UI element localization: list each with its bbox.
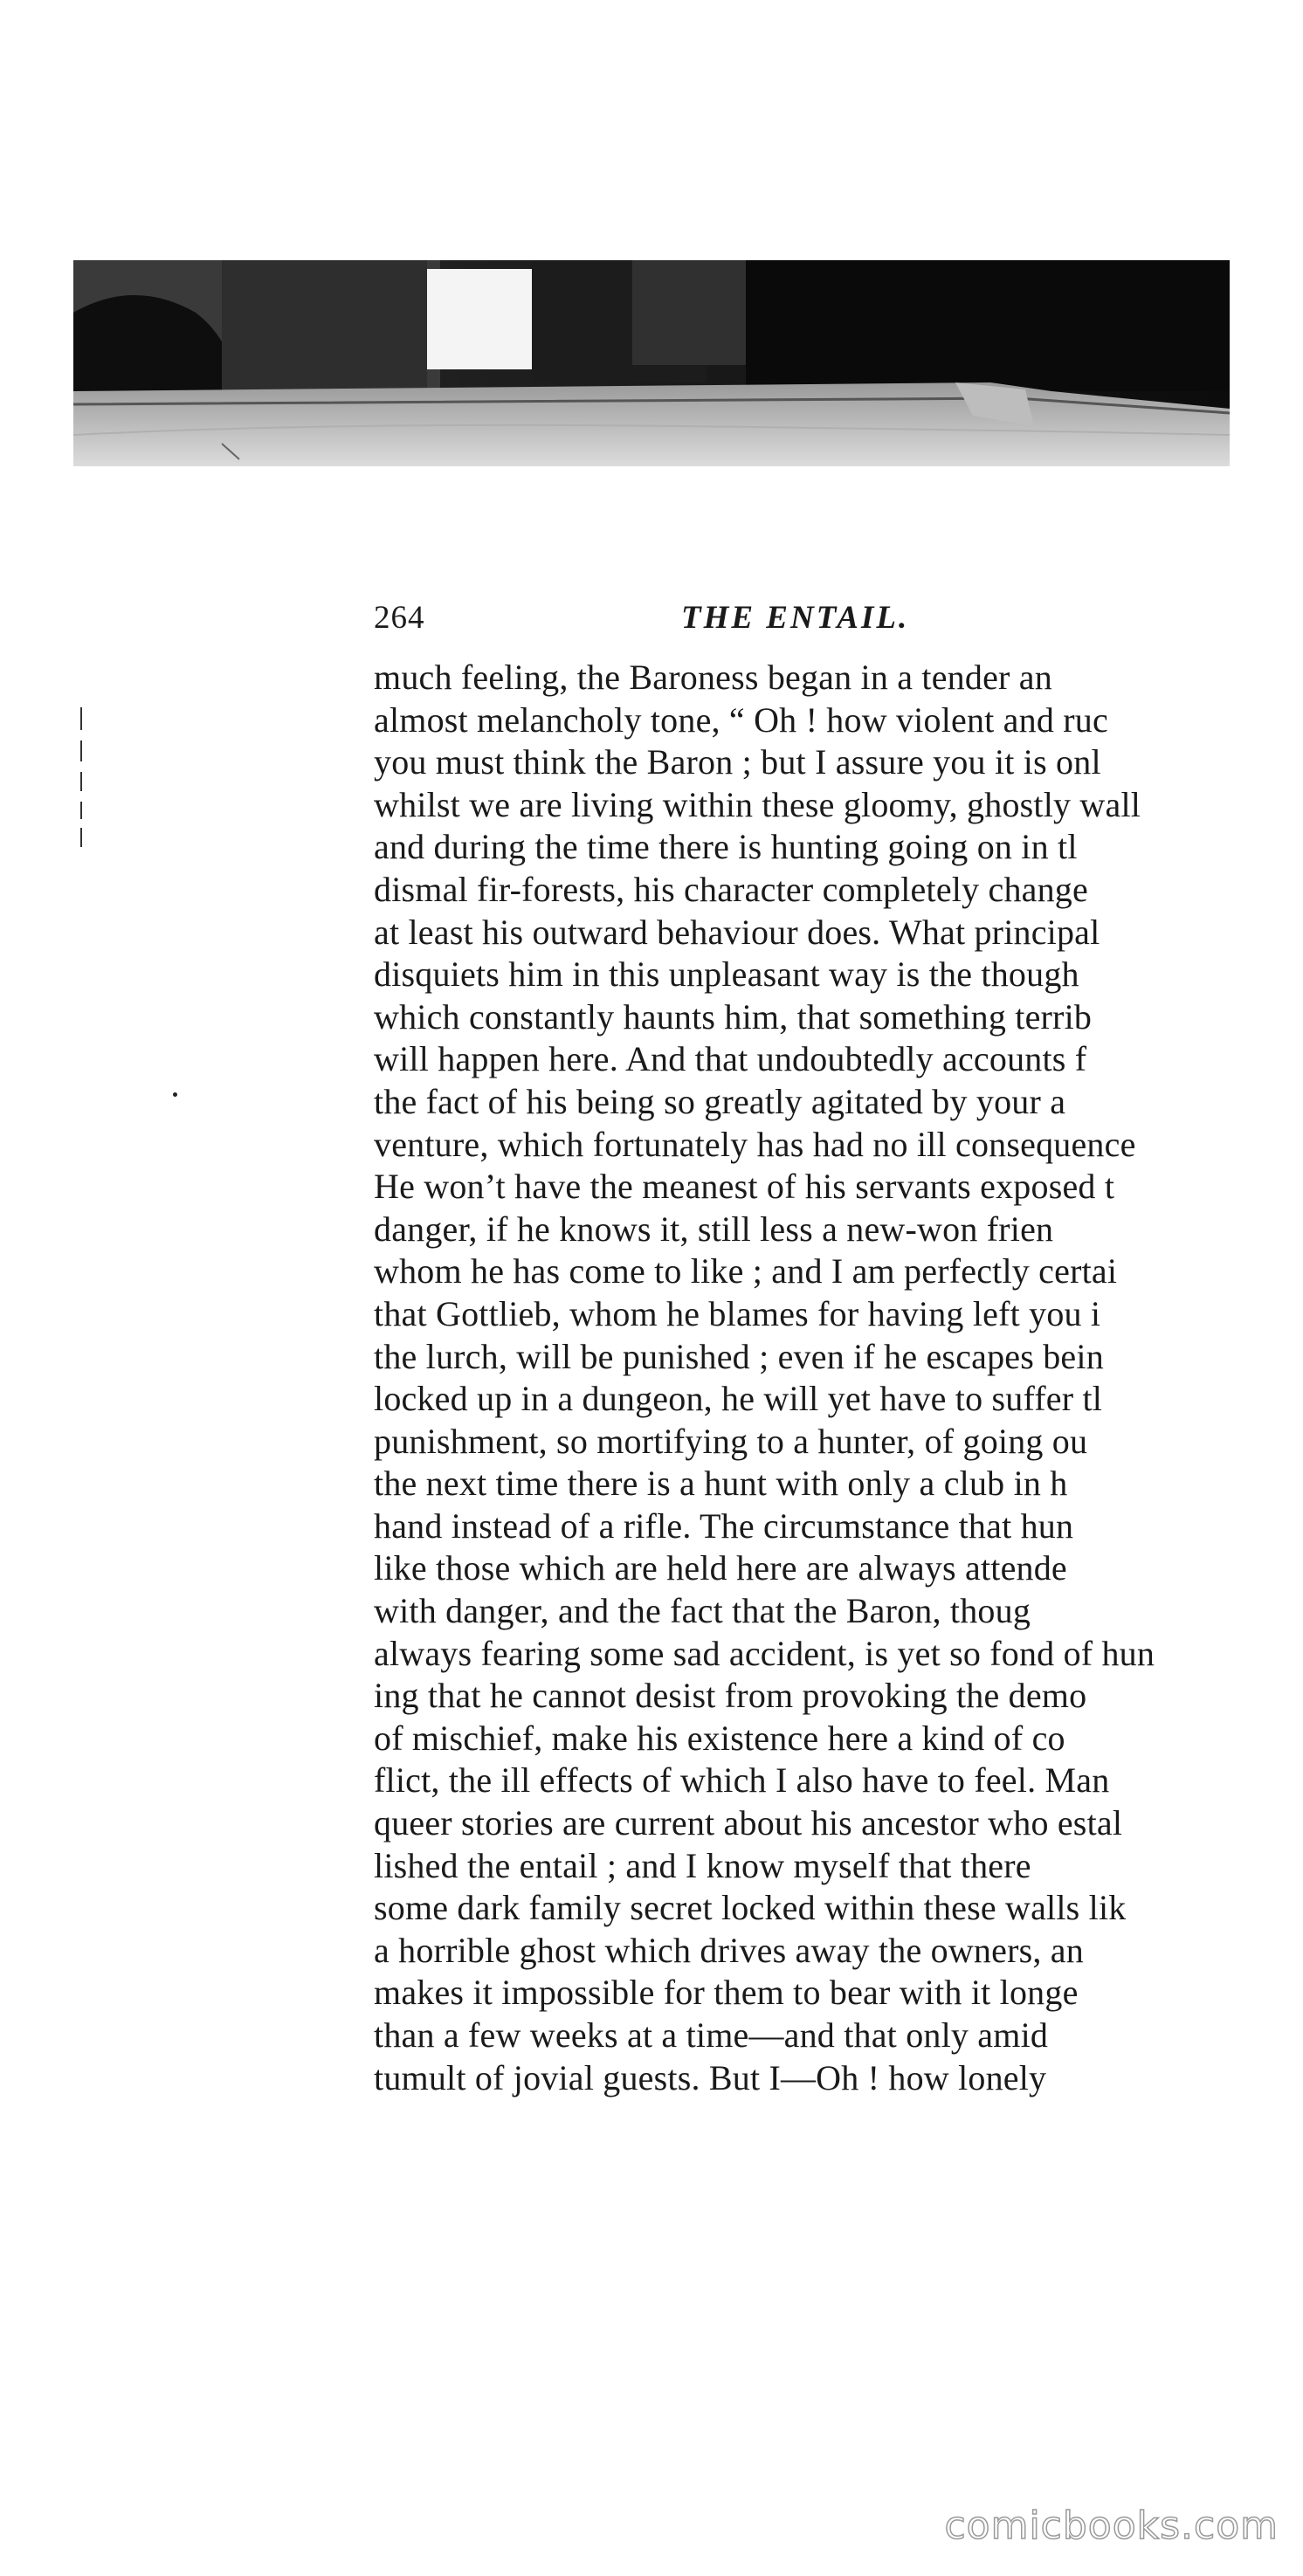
text-line: than a few weeks at a time—and that only amid	[374, 2015, 1049, 2055]
text-line: tumult of jovial guests. But I—Oh ! how lonely	[374, 2057, 1047, 2097]
text-line: like those which are held here are always attende	[374, 1548, 1067, 1588]
stray-ink-dot	[173, 1092, 177, 1097]
text-line: with danger, and the fact that the Baron, thoug	[374, 1591, 1031, 1631]
running-head: THE ENTAIL.	[681, 600, 910, 636]
scanned-photo-band	[73, 260, 1230, 466]
text-line: disquiets him in this unpleasant way is the though	[374, 954, 1079, 995]
text-line: the lurch, will be punished ; even if he escapes bein	[374, 1336, 1104, 1376]
text-line: always fearing some sad accident, is yet so fond of hun	[374, 1633, 1155, 1673]
text-line: queer stories are current about his ancestor who estal	[374, 1803, 1123, 1843]
text-line: locked up in a dungeon, he will yet have to suffer tl	[374, 1379, 1103, 1419]
text-line: lished the entail ; and I know myself that there	[374, 1845, 1031, 1885]
text-line: dismal fir-forests, his character completely change	[374, 869, 1088, 909]
text-line: punishment, so mortifying to a hunter, of going ou	[374, 1421, 1088, 1461]
text-line: that Gottlieb, whom he blames for having left you i	[374, 1293, 1101, 1333]
page-number: 264	[374, 600, 425, 636]
text-line: a horrible ghost which drives away the owners, an	[374, 1930, 1084, 1970]
body-text	[374, 657, 1247, 2141]
text-line: at least his outward behaviour does. What principal	[374, 912, 1100, 952]
watermark: comicbooks.com	[944, 2504, 1279, 2548]
text-line: much feeling, the Baroness began in a tender an	[374, 658, 1052, 697]
text-line: the fact of his being so greatly agitated by your a	[374, 1081, 1066, 1121]
text-line: makes it impossible for them to bear with it longe	[374, 1973, 1079, 2013]
text-line: and during the time there is hunting going on in tl	[374, 827, 1078, 867]
text-line: you must think the Baron ; but I assure you it is onl	[374, 742, 1101, 782]
text-line: the next time there is a hunt with only a club in h	[374, 1464, 1068, 1504]
margin-marks	[77, 707, 86, 856]
text-line: whilst we are living within these gloomy, ghostly wall	[374, 784, 1141, 824]
text-line: danger, if he knows it, still less a new-won frien	[374, 1209, 1054, 1249]
text-line: some dark family secret locked within these walls lik	[374, 1888, 1127, 1928]
text-line: will happen here. And that undoubtedly accounts f	[374, 1039, 1087, 1079]
text-line: ing that he cannot desist from provoking the demo	[374, 1676, 1087, 1716]
page-header	[374, 590, 1230, 643]
text-line: flict, the ill effects of which I also have to feel. Man	[374, 1760, 1110, 1801]
text-line: almost melancholy tone, “ Oh ! how violent and ruc	[374, 699, 1108, 740]
text-line: venture, which fortunately has had no ill consequence	[374, 1124, 1136, 1164]
text-line: whom he has come to like ; and I am perfectly certai	[374, 1251, 1118, 1291]
text-line: hand instead of a rifle. The circumstance that hun	[374, 1505, 1074, 1546]
text-line: He won’t have the meanest of his servants exposed t	[374, 1167, 1115, 1207]
text-line: which constantly haunts him, that something terrib	[374, 996, 1093, 1037]
text-line: of mischief, make his existence here a kind of co	[374, 1718, 1065, 1758]
